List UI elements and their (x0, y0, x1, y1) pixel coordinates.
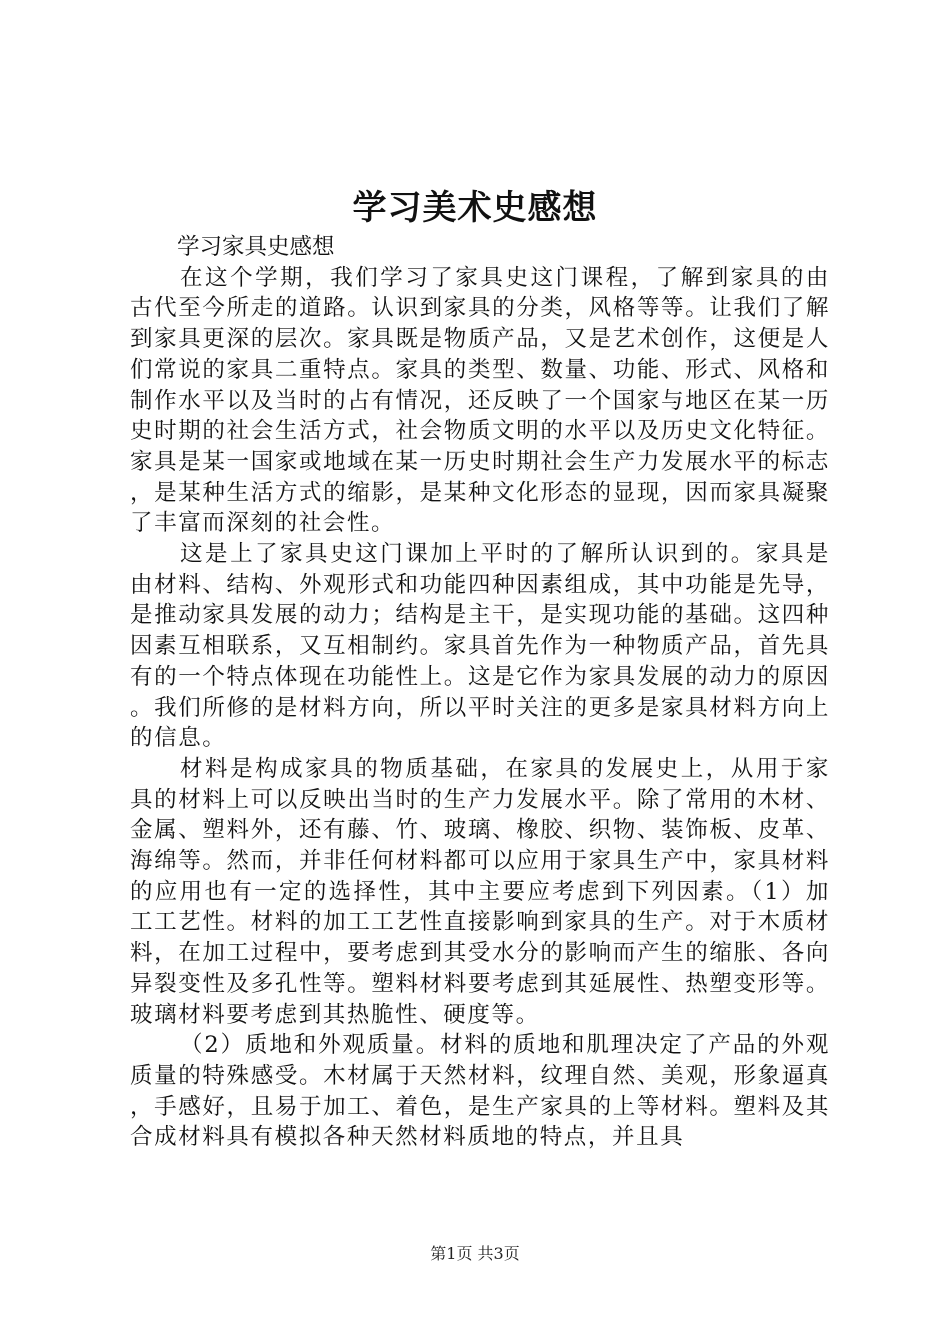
document-body (130, 232, 830, 1153)
paragraph-3: 材料是构成家具的物质基础，在家具的发展史上，从用于家具的材料上可以反映出当时的生产力发展水平。除了常用的木材、金属、塑料外，还有藤、竹、玻璃、橡胶、织物、装饰板、皮革、海绵等。然而，并非任何材料都可以应用于家具生产中，家具材料的应用也有一定的选择性，其中主要应考虑到下列因素。（1）加工工艺性。材料的加工工艺性直接影响到家具的生产。对于木质材料，在加工过程中，要考虑到其受水分的影响而产生的缩胀、各向异裂变性及多孔性等。塑料材料要考虑到其延展性、热塑变形等。玻璃材料要考虑到其热脆性、硬度等。 (130, 755, 830, 1028)
document-subtitle: 学习家具史感想 (177, 234, 335, 260)
page-footer: 第1页 共3页 (430, 1244, 520, 1263)
page-title: 学习美术史感想 (352, 188, 598, 228)
paragraph-2: 这是上了家具史这门课加上平时的了解所认识到的。家具是由材料、结构、外观形式和功能四种因素组成，其中功能是先导，是推动家具发展的动力；结构是主干，是实现功能的基础。这四种因素互相联系，又互相制约。家具首先作为一种物质产品，首先具有的一个特点体现在功能性上。这是它作为家具发展的动力的原因。我们所修的是材料方向，所以平时关注的更多是家具材料方向上的信息。 (130, 541, 830, 752)
paragraph-4: （2）质地和外观质量。材料的质地和肌理决定了产品的外观质量的特殊感受。木材属于天然材料，纹理自然、美观，形象逼真，手感好，且易于加工、着色，是生产家具的上等材料。塑料及其合成材料具有模拟各种天然材料质地的特点，并且具 (130, 1032, 830, 1151)
paragraph-1: 在这个学期，我们学习了家具史这门课程，了解到家具的由古代至今所走的道路。认识到家具的分类，风格等等。让我们了解到家具更深的层次。家具既是物质产品，又是艺术创作，这便是人们常说的家具二重特点。家具的类型、数量、功能、形式、风格和制作水平以及当时的占有情况，还反映了一个国家与地区在某一历史时期的社会生活方式，社会物质文明的水平以及历史文化特征。家具是某一国家或地域在某一历史时期社会生产力发展水平的标志，是某种生活方式的缩影，是某种文化形态的显现，因而家具凝聚了丰富而深刻的社会性。 (130, 264, 830, 537)
